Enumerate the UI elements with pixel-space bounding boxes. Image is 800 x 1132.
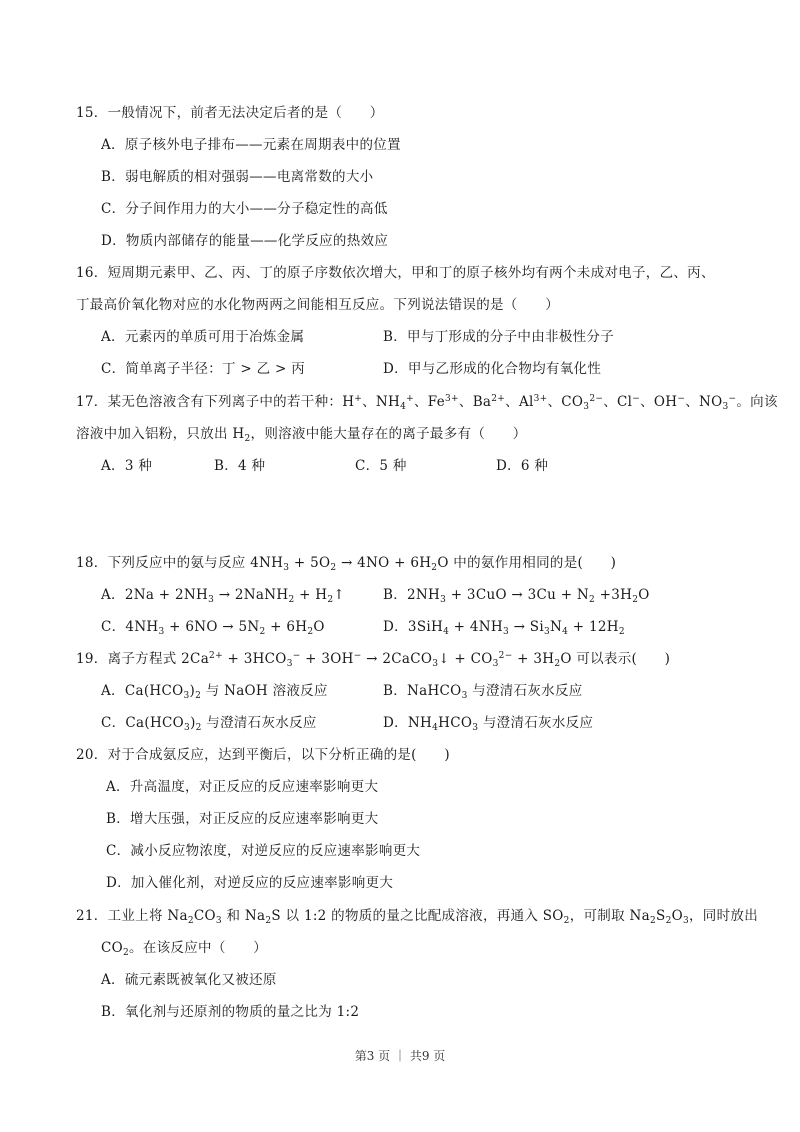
q20-stem: 20．对于合成氨反应，达到平衡后，以下分析正确的是( ) [76,747,450,763]
q18-option-a: A．$2Na + 2NH_3$ → 2NaNH$_2$ + $H_2↑$ [101,587,346,605]
q16-stem-line2: 丁最高价氧化物对应的水化物两两之间能相互反应。下列说法错误的是（ ） [76,297,559,313]
q19-option-b: B．NaHCO$_3$ 与澄清石灰水反应 [383,683,583,701]
page-footer: 第3 页 ｜ 共9 页 [354,1049,446,1063]
q21-stem-line1: 21．工业上将 $Na_2CO_3$ 和 $Na_2S$ 以 1:2 的物质的量之比配成溶液，再通入 $SO_2$，可制取 $Na_2S_2O_3$，同时放出 [76,908,758,926]
q15-stem: 15．一般情况下，前者无法决定后者的是（ ） [76,105,384,121]
q16-option-c: C．简单离子半径：丁 > 乙 > 丙 [101,361,306,377]
q20-option-a: A．升高温度，对正反应的反应速率影响更大 [106,779,379,795]
q16-option-d: D．甲与乙形成的化合物均有氧化性 [383,361,602,377]
q17-ion-list: H+、$NH_4^+$、$Fe^{3+}$、$Ba^{2+}$、$Al^{3+}$、$CO_3^{2-}$、Cl−、OH−、$NO_3^-$ [342,394,737,412]
q18-option-b: B．$2NH_3 + 3CuO \to 3Cu + N_2 +3H_2O$ [383,587,650,605]
q16-stem-line1: 16．短周期元素甲、乙、丙、丁的原子序数依次增大，甲和丁的原子核外均有两个未成对电子，乙、丙、 [76,265,715,281]
q19-option-c: C．$Ca(HCO_3)_2$ 与澄清石灰水反应 [101,715,317,733]
q16-option-b: B．甲与丁形成的分子中由非极性分子 [383,329,615,345]
q17-option-d: D．6 种 [496,458,549,474]
q21-stem-line2: $CO_2$。在该反应中（ ） [101,940,268,958]
q15-option-c: C．分子间作用力的大小——分子稳定性的高低 [101,201,388,217]
q18-stem: 18．下列反应中的氨与反应 $4NH_3 + 5O_2 \to 4NO + 6H_2O$ 中的氨作用相同的是( ) [76,555,617,573]
q19-option-d: D．$NH_4HCO_3$ 与澄清石灰水反应 [383,715,594,733]
q20-option-d: D．加入催化剂，对逆反应的反应速率影响更大 [106,875,394,891]
q18-option-d: D．$3SiH_4 + 4NH_3 \to Si_3N_4 + 12H_2$ [383,619,625,637]
q20-option-c: C．减小反应物浓度，对逆反应的反应速率影响更大 [106,843,421,859]
q20-option-b: B．增大压强，对正反应的反应速率影响更大 [106,811,379,827]
q19-stem: 19．离子方程式 $2Ca^{2+} + 3HCO_3^- + 3OH^-$ → 2CaCO$_3$↓ + $CO_3^{2-} + 3H_2O$ 可以表示( ) [76,651,671,669]
q18-option-c: C．$4NH_3 + 6NO \to 5N_2 + 6H_2O$ [101,619,325,637]
q17-stem-line2: 溶液中加入铝粉，只放出 $H_2$，则溶液中能大量存在的离子最多有（ ） [76,426,527,444]
q16-option-a: A．元素丙的单质可用于冶炼金属 [101,329,305,345]
q19-option-a: A．$Ca(HCO_3)_2$ 与 NaOH 溶液反应 [101,683,328,701]
q17-option-a: A．3 种 [101,458,153,474]
q15-option-d: D．物质内部储存的能量——化学反应的热效应 [101,233,389,249]
q17-option-c: C．5 种 [355,458,407,474]
q21-option-a: A．硫元素既被氧化又被还原 [101,972,277,988]
q17-stem-line1: 17．某无色溶液含有下列离子中的若干种：H+、$NH_4^+$、$Fe^{3+}$、$Ba^{2+}$、$Al^{3+}$、$CO_3^{2-}$、Cl−、OH−、$NO_3^-$。向该 [76,394,778,412]
q15-option-b: B．弱电解质的相对强弱——电离常数的大小 [101,169,374,185]
q15-option-a: A．原子核外电子排布——元素在周期表中的位置 [101,137,401,153]
q17-option-b: B．4 种 [214,458,266,474]
q21-option-b: B．氧化剂与还原剂的物质的量之比为 1:2 [101,1004,360,1020]
